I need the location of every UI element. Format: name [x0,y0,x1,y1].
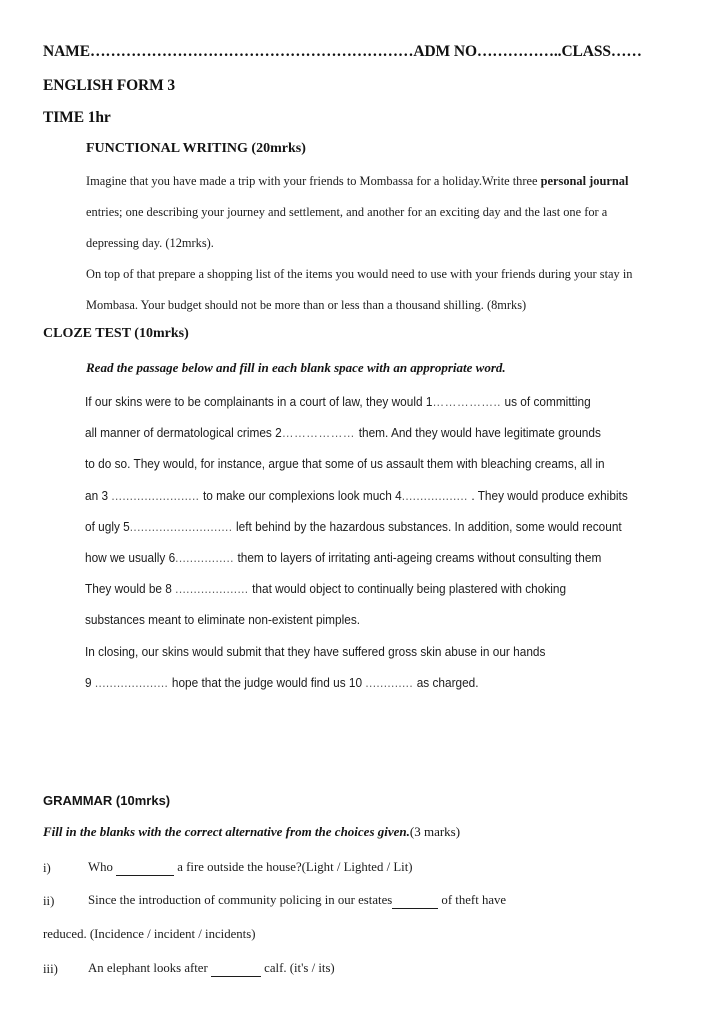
cloze-blank-dots[interactable]: ............. [365,675,417,690]
grammar-text-run: Who [88,860,117,874]
cloze-text-run: In closing, our skins would submit that they have suffered gross skin abuse in our hands [85,644,546,659]
cloze-text-run: an 3 [85,488,112,503]
cloze-passage-line [85,458,605,471]
grammar-item-numeral: iii) [43,962,58,976]
cloze-text-run: that would object to continually being plastered with choking [252,582,567,597]
grammar-item-continuation: reduced. (Incidence / incident / incidents) [43,927,256,941]
cloze-passage-line [85,427,601,440]
cloze-text-run: us of committing [504,395,591,409]
section-heading-functional-writing: FUNCTIONAL WRITING (20mrks) [86,141,306,156]
cloze-text-run: . They would produce exhibits [471,488,628,503]
cloze-text-run: how we usually 6 [85,551,176,565]
functional-writing-line-1 [86,175,628,187]
functional-writing-line-5: Mombasa. Your budget should not be more than or less than a thousand shilling. (8mrks) [86,298,527,312]
functional-writing-line-4: On top of that prepare a shopping list of the items you would need to use with your friends during your stay in [86,267,633,281]
subject-form-line: ENGLISH FORM 3 [43,77,176,94]
cloze-text-run: 9 [85,675,95,690]
cloze-passage-line [85,646,545,659]
grammar-text-run: of theft have [438,893,507,907]
fw-l1-bold: personal journal [540,174,629,188]
cloze-blank-dots[interactable]: ................ [175,551,238,565]
cloze-text-run: They would be 8 [85,582,176,597]
section-heading-grammar: GRAMMAR (10mrks) [43,793,171,808]
cloze-blank-dots[interactable]: .................... [94,675,172,690]
grammar-text-run: Since the introduction of community policing in our estates [88,893,393,907]
cloze-text-run: as charged. [416,675,479,690]
grammar-text-run: An elephant looks after [88,961,211,975]
section-heading-cloze-test: CLOZE TEST (10mrks) [43,326,189,341]
grammar-text-run: a fire outside the house?(Light / Lighted / Lit) [174,860,413,874]
cloze-blank-dots[interactable]: ............................ [129,519,237,534]
cloze-blank-dots[interactable]: …………….. [432,395,505,409]
cloze-passage-line [85,396,591,409]
cloze-passage-line [85,583,566,596]
grammar-text-run: calf. (it's / its) [260,961,335,975]
grammar-item-numeral: ii) [43,894,55,908]
cloze-text-run: of ugly 5 [85,519,130,534]
cloze-text-run: If our skins were to be complainants in a court of law, they would 1 [85,395,433,409]
cloze-text-run: to do so. They would, for instance, argue that some of us assault them with bleaching creams, all in [85,457,605,472]
cloze-text-run: all manner of dermatological crimes 2 [85,426,282,441]
functional-writing-line-3: depressing day. (12mrks). [86,236,214,250]
cloze-text-run: to make our complexions look much 4 [202,488,402,503]
grammar-item-numeral: i) [43,861,51,875]
cloze-blank-dots[interactable]: ........................ [111,488,203,503]
cloze-test-instruction: Read the passage below and fill in each blank space with an appropriate word. [86,360,506,375]
cloze-text-run: left behind by the hazardous substances. In addition, some would recount [236,519,622,534]
cloze-blank-dots[interactable]: .................... [175,582,253,597]
cloze-blank-dots[interactable]: ……………… [281,426,359,441]
fw-l1-pre: Imagine that you have made a trip with your friends to Mombassa for a holiday.Write three [86,174,541,188]
grammar-answer-blank[interactable] [211,963,261,977]
grammar-instruction-bold: Fill in the blanks with the correct alternative from the choices given. [43,824,410,839]
cloze-passage-line [85,521,622,534]
grammar-item-text [88,894,506,909]
grammar-item-text [88,962,335,977]
cloze-passage-line [85,677,479,690]
cloze-text-run: them to layers of irritating anti-ageing creams without consulting them [237,551,602,565]
cloze-text-run: substances meant to eliminate non-existent pimples. [85,613,361,628]
grammar-item-text [88,861,413,876]
cloze-passage-line [85,552,601,565]
cloze-text-run: hope that the judge would find us 10 [171,675,366,690]
cloze-passage-line [85,490,628,503]
grammar-instruction [43,825,460,838]
grammar-instruction-marks: (3 marks) [409,824,461,839]
grammar-answer-blank[interactable] [392,895,438,909]
cloze-passage-line [85,614,360,627]
functional-writing-line-2: entries; one describing your journey and settlement, and another for an exciting day and the last one for a [86,205,608,219]
time-line: TIME 1hr [43,109,111,126]
cloze-blank-dots[interactable]: .................. [401,488,472,503]
name-admno-class-line: NAME………………………………………………………ADM NO……………..CLASS…… [43,43,642,60]
grammar-answer-blank[interactable] [116,862,174,876]
cloze-text-run: them. And they would have legitimate grounds [358,426,601,441]
